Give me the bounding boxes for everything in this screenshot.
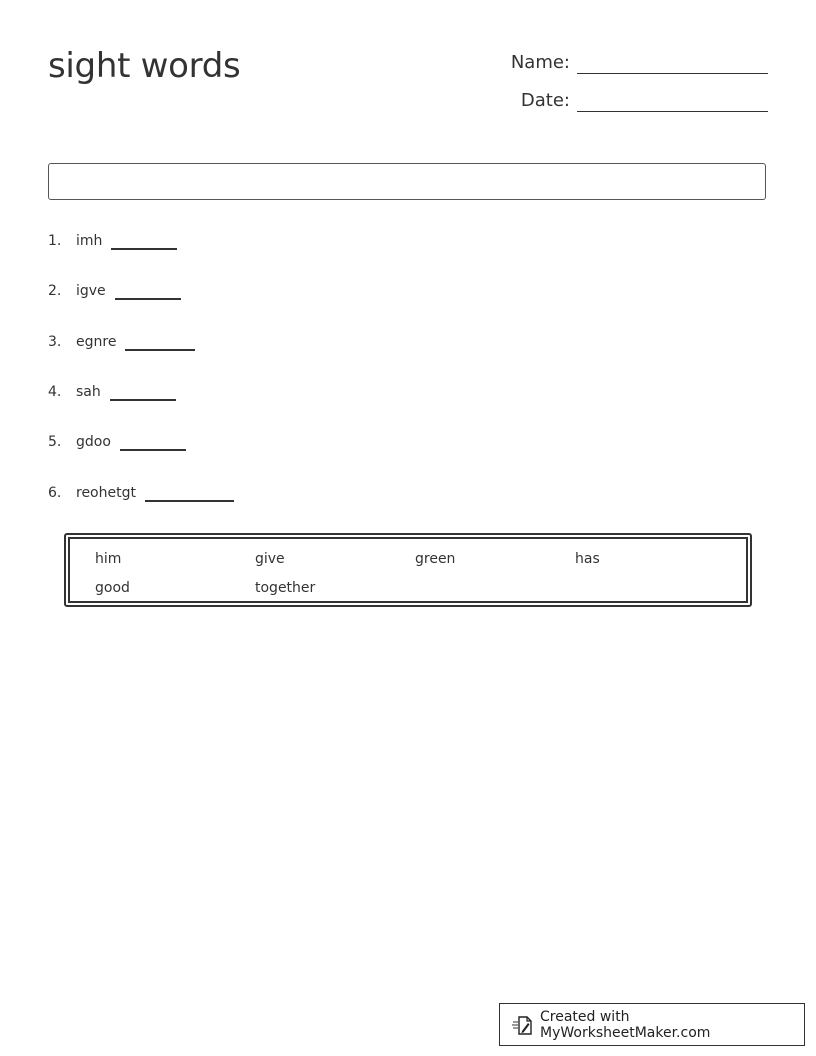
page-title: sight words <box>48 46 241 86</box>
document-pen-icon <box>512 1014 534 1036</box>
answer-line <box>110 399 176 401</box>
question-item <box>48 433 186 451</box>
word-bank-item: green <box>415 551 456 567</box>
question-number: 4. <box>48 384 62 400</box>
answer-line <box>115 298 181 300</box>
question-number: 2. <box>48 283 62 299</box>
question-number: 1. <box>48 233 62 249</box>
answer-line <box>145 500 234 502</box>
scrambled-word: imh <box>76 233 103 249</box>
answer-line <box>125 349 195 351</box>
scrambled-word: egnre <box>76 334 117 350</box>
word-bank <box>64 533 752 607</box>
name-label: Name: <box>510 52 570 73</box>
footer-badge[interactable] <box>499 1003 805 1046</box>
word-bank-inner <box>68 537 748 603</box>
date-field-row <box>521 89 768 113</box>
question-number: 5. <box>48 434 62 450</box>
word-bank-item: together <box>255 580 316 596</box>
scrambled-word: reohetgt <box>76 485 136 501</box>
scrambled-word: sah <box>76 384 101 400</box>
word-bank-item: him <box>95 551 122 567</box>
question-item <box>48 282 181 300</box>
name-field-row <box>511 51 768 75</box>
word-bank-item: good <box>95 580 130 596</box>
word-bank-item: give <box>255 551 285 567</box>
scrambled-word: gdoo <box>76 434 111 450</box>
name-line <box>577 73 768 74</box>
answer-line <box>111 248 177 250</box>
question-item <box>48 484 234 502</box>
instructions-box <box>48 163 766 200</box>
scrambled-word: igve <box>76 283 106 299</box>
word-bank-item: has <box>575 551 600 567</box>
answer-line <box>120 449 186 451</box>
question-number: 6. <box>48 485 62 501</box>
question-item <box>48 383 176 401</box>
footer-text: Created with MyWorksheetMaker.com <box>540 1008 711 1041</box>
date-label: Date: <box>520 90 570 111</box>
question-number: 3. <box>48 334 62 350</box>
question-item <box>48 232 177 250</box>
date-line <box>577 111 768 112</box>
question-item <box>48 333 195 351</box>
